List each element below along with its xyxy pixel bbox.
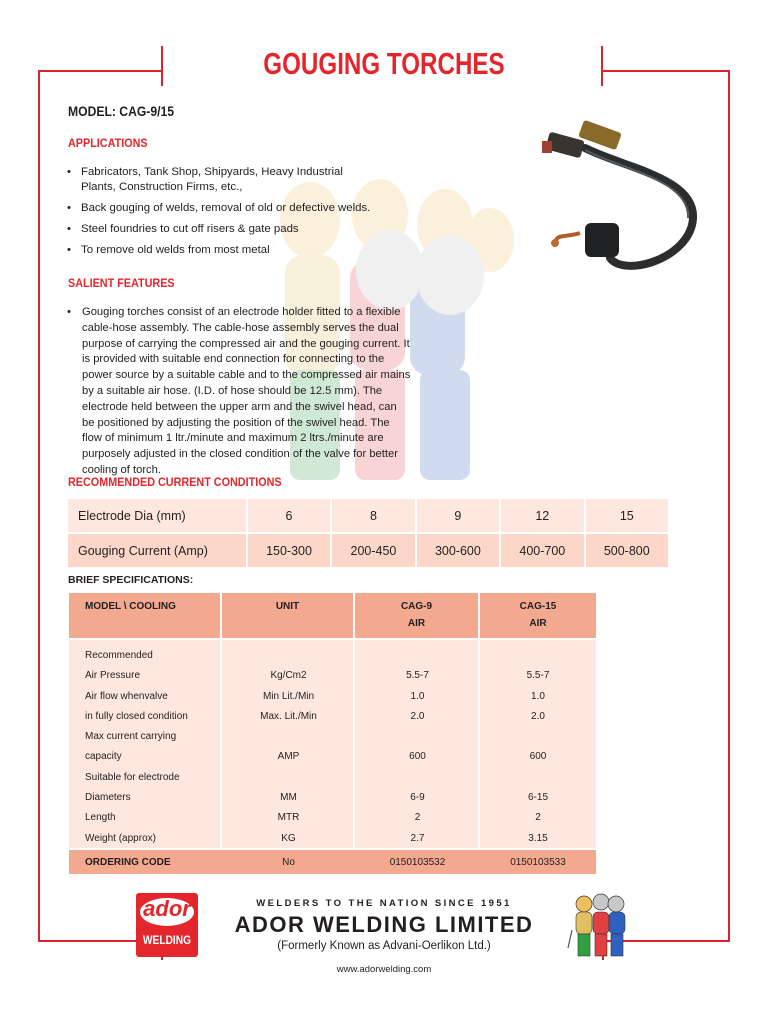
- spec-label: Max current carrying: [85, 731, 177, 743]
- ordering-code-label: ORDERING CODE: [85, 856, 171, 868]
- spec-label: Length: [85, 812, 116, 824]
- model-label: MODEL: CAG-9/15: [68, 104, 174, 119]
- cell: 9: [417, 499, 501, 532]
- cell: 300-600: [417, 532, 501, 567]
- spec-body: [69, 646, 596, 849]
- salient-features-bullet: •: [67, 306, 71, 318]
- table-row: Air Pressure Kg/Cm2 5.5-7 5.5-7: [69, 666, 596, 686]
- spec-label: Air Pressure: [85, 670, 141, 682]
- table-row: [69, 727, 596, 747]
- table-row: Length MTR 2 2: [69, 808, 596, 828]
- cell: 500-800: [586, 532, 668, 567]
- spec-label: Weight (approx): [85, 832, 156, 844]
- table-row: [68, 499, 668, 532]
- spec-header-cag15: CAG-15 AIR: [480, 593, 596, 638]
- salient-features-text: Gouging torches consist of an electrode holder fitted to a flexible cable-hose assembly. The cable-hose assembly serves the dual purpose of carrying the compressed air and the gouging current. It is provided with suitable end connection for connecting to the power source by a suitable cable and to the compressed air mains by a suitable air hose. (I.D. of hose should be 12.5 mm). The electrode held between the upper arm and the swivel head, can be positioned by adjusting the position of the swivel head. The flow of minimum 1 ltr./minute and maximum 2 ltrs./minute are purposely adjusted in the closed condition of the valve for better cooling of torch.: [82, 306, 411, 476]
- cell: 400-700: [501, 532, 585, 567]
- table-row: Diameters MM 6-9 6-15: [69, 788, 596, 808]
- cell: 200-450: [332, 532, 416, 567]
- cell: 150-300: [248, 532, 332, 567]
- footer-tagline: WELDERS TO THE NATION SINCE 1951: [256, 898, 512, 909]
- specifications-table: [69, 593, 596, 872]
- cell: 6: [248, 499, 332, 532]
- ador-logo: [136, 893, 198, 957]
- spec-label: Recommended: [85, 650, 153, 661]
- spec-label: Air flow whenvalve: [85, 690, 168, 702]
- row-label: Electrode Dia (mm): [68, 499, 248, 532]
- applications-list: [67, 165, 371, 264]
- table-row: [69, 646, 596, 666]
- table-row: [69, 768, 596, 788]
- current-conditions-heading: RECOMMENDED CURRENT CONDITIONS: [68, 475, 282, 489]
- formerly-known: (Formerly Known as Advani-Oerlikon Ltd.): [277, 940, 491, 952]
- spec-header-model: MODEL \ COOLING: [69, 593, 222, 638]
- applications-heading: APPLICATIONS: [68, 136, 148, 150]
- table-row: Air flow whenvalve Min Lit./Min 1.0 1.0: [69, 687, 596, 707]
- row-label: Gouging Current (Amp): [68, 532, 248, 567]
- list-item: • To remove old welds from most metal: [67, 243, 357, 258]
- table-row: in fully closed condition Max. Lit./Min 2.0 2.0: [69, 707, 596, 727]
- spec-label: in fully closed condition: [85, 710, 188, 722]
- spec-label: capacity: [85, 751, 122, 763]
- cell: 15: [619, 508, 634, 523]
- spec-header-cag9: CAG-9 AIR: [355, 593, 480, 638]
- company-name: ADOR WELDING LIMITED: [234, 912, 534, 937]
- list-item: • Steel foundries to cut off risers & gate pads: [67, 222, 357, 237]
- list-item: • Fabricators, Tank Shop, Shipyards, Heavy Industrial Plants, Construction Firms, etc.,: [67, 165, 357, 195]
- current-conditions-table: [68, 499, 668, 567]
- welders-mascot-icon: [566, 890, 636, 960]
- table-row: [68, 532, 668, 567]
- logo-bottom-text: WELDING: [142, 933, 192, 947]
- table-row: Weight (approx) KG 2.7 3.15: [69, 829, 596, 849]
- ordering-code-row: ORDERING CODE No 0150103532 0150103533: [69, 848, 596, 874]
- header-divider: [69, 638, 596, 640]
- brief-specifications-heading: BRIEF SPECIFICATIONS:: [68, 574, 194, 586]
- website-link[interactable]: www.adorwelding.com: [336, 964, 432, 975]
- salient-features-heading: SALIENT FEATURES: [68, 276, 175, 290]
- spec-label: Suitable for electrode: [85, 771, 180, 783]
- cell: 8: [332, 499, 416, 532]
- frame-right: [728, 70, 730, 942]
- table-row: capacity AMP 600 600: [69, 747, 596, 767]
- cell: 12: [501, 499, 585, 532]
- list-item: • Back gouging of welds, removal of old or defective welds.: [67, 201, 381, 216]
- page-title: GOUGING TORCHES: [263, 46, 505, 81]
- frame-left: [38, 70, 40, 942]
- spec-header-unit: UNIT: [222, 593, 355, 638]
- spec-label: Diameters: [85, 792, 131, 804]
- gouging-torch-image: [525, 108, 710, 288]
- logo-top-text: ador: [143, 896, 191, 921]
